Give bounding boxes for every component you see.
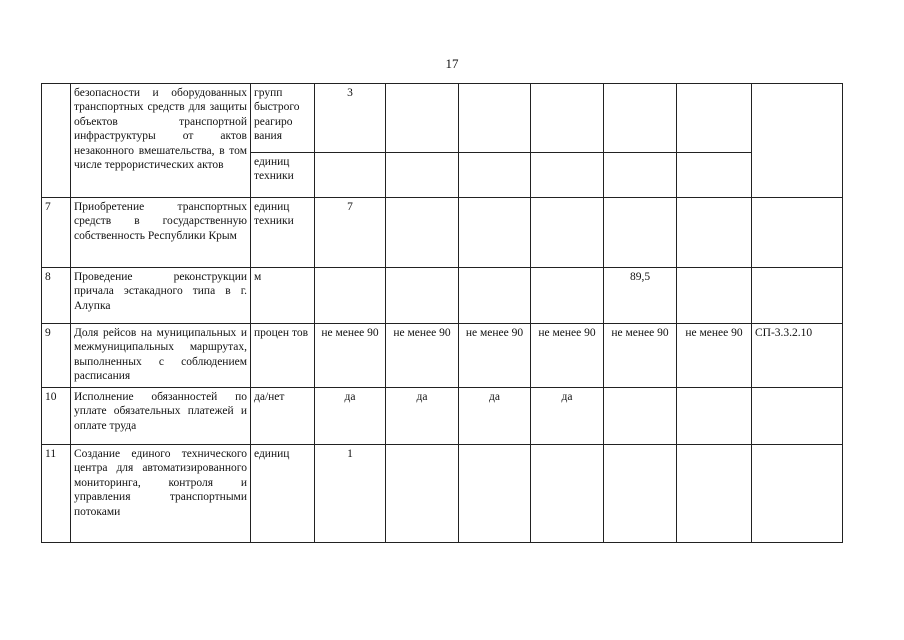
- row-description: Создание единого технического центра для автоматизированного мониторинга, контроля и управления транспортными потоками: [71, 445, 251, 543]
- row-unit: процен тов: [251, 324, 315, 388]
- table-row: [42, 445, 843, 543]
- value-cell: [386, 268, 459, 324]
- row-unit: единиц: [251, 445, 315, 543]
- page-number: 17: [445, 56, 459, 71]
- row-description: Исполнение обязанностей по уплате обязательных платежей и оплате труда: [71, 388, 251, 445]
- value-cell: [531, 198, 604, 268]
- value-cell: 3: [315, 84, 386, 153]
- value-cell: да: [531, 388, 604, 445]
- table-row: [42, 324, 843, 388]
- value-cell: [604, 153, 677, 198]
- row-number: 10: [42, 388, 71, 445]
- value-cell: не менее 90: [315, 324, 386, 388]
- value-cell: [604, 388, 677, 445]
- value-cell: [677, 388, 752, 445]
- value-cell: да: [459, 388, 531, 445]
- value-cell: 89,5: [604, 268, 677, 324]
- value-cell: [459, 268, 531, 324]
- value-cell: [459, 198, 531, 268]
- row-number: [42, 84, 71, 198]
- value-cell: [677, 84, 752, 153]
- value-cell: [531, 84, 604, 153]
- row-description: Проведение реконструкции причала эстакадного типа в г. Алупка: [71, 268, 251, 324]
- value-cell: [386, 198, 459, 268]
- row-reference: [752, 268, 843, 324]
- value-cell: не менее 90: [459, 324, 531, 388]
- table-row: [42, 198, 843, 268]
- value-cell: [531, 268, 604, 324]
- value-cell: [604, 445, 677, 543]
- value-cell: не менее 90: [604, 324, 677, 388]
- value-cell: [677, 268, 752, 324]
- value-cell: [386, 84, 459, 153]
- table-row: [42, 84, 843, 153]
- table-row: [42, 388, 843, 445]
- value-cell: [604, 198, 677, 268]
- row-unit: да/нет: [251, 388, 315, 445]
- value-cell: [677, 445, 752, 543]
- value-cell: [531, 445, 604, 543]
- row-number: 11: [42, 445, 71, 543]
- value-cell: не менее 90: [677, 324, 752, 388]
- value-cell: [604, 84, 677, 153]
- value-cell: да: [315, 388, 386, 445]
- value-cell: да: [386, 388, 459, 445]
- row-unit: единиц техники: [251, 153, 315, 198]
- row-unit: единиц техники: [251, 198, 315, 268]
- value-cell: [459, 153, 531, 198]
- row-unit: групп быстрого реагиро вания: [251, 84, 315, 153]
- value-cell: [459, 84, 531, 153]
- row-reference: [752, 388, 843, 445]
- row-number: 7: [42, 198, 71, 268]
- row-description: Приобретение транспортных средств в государственную собственность Республики Крым: [71, 198, 251, 268]
- value-cell: не менее 90: [531, 324, 604, 388]
- value-cell: [386, 445, 459, 543]
- row-reference: [752, 445, 843, 543]
- value-cell: [677, 153, 752, 198]
- row-number: 9: [42, 324, 71, 388]
- row-reference: СП-3.3.2.10: [752, 324, 843, 388]
- value-cell: [315, 268, 386, 324]
- row-description: Доля рейсов на муниципальных и межмуниципальных маршрутах, выполненных с соблюдением расписания: [71, 324, 251, 388]
- indicators-table: [41, 83, 843, 543]
- value-cell: 7: [315, 198, 386, 268]
- table-row: [42, 268, 843, 324]
- value-cell: не менее 90: [386, 324, 459, 388]
- value-cell: [386, 153, 459, 198]
- row-reference: [752, 198, 843, 268]
- row-number: 8: [42, 268, 71, 324]
- value-cell: 1: [315, 445, 386, 543]
- value-cell: [677, 198, 752, 268]
- row-unit: м: [251, 268, 315, 324]
- row-description: безопасности и оборудованных транспортных средств для защиты объектов транспортной инфраструктуры от актов незаконного вмешательства, в том числе террористических актов: [71, 84, 251, 198]
- value-cell: [459, 445, 531, 543]
- value-cell: [531, 153, 604, 198]
- value-cell: [315, 153, 386, 198]
- row-reference: [752, 84, 843, 198]
